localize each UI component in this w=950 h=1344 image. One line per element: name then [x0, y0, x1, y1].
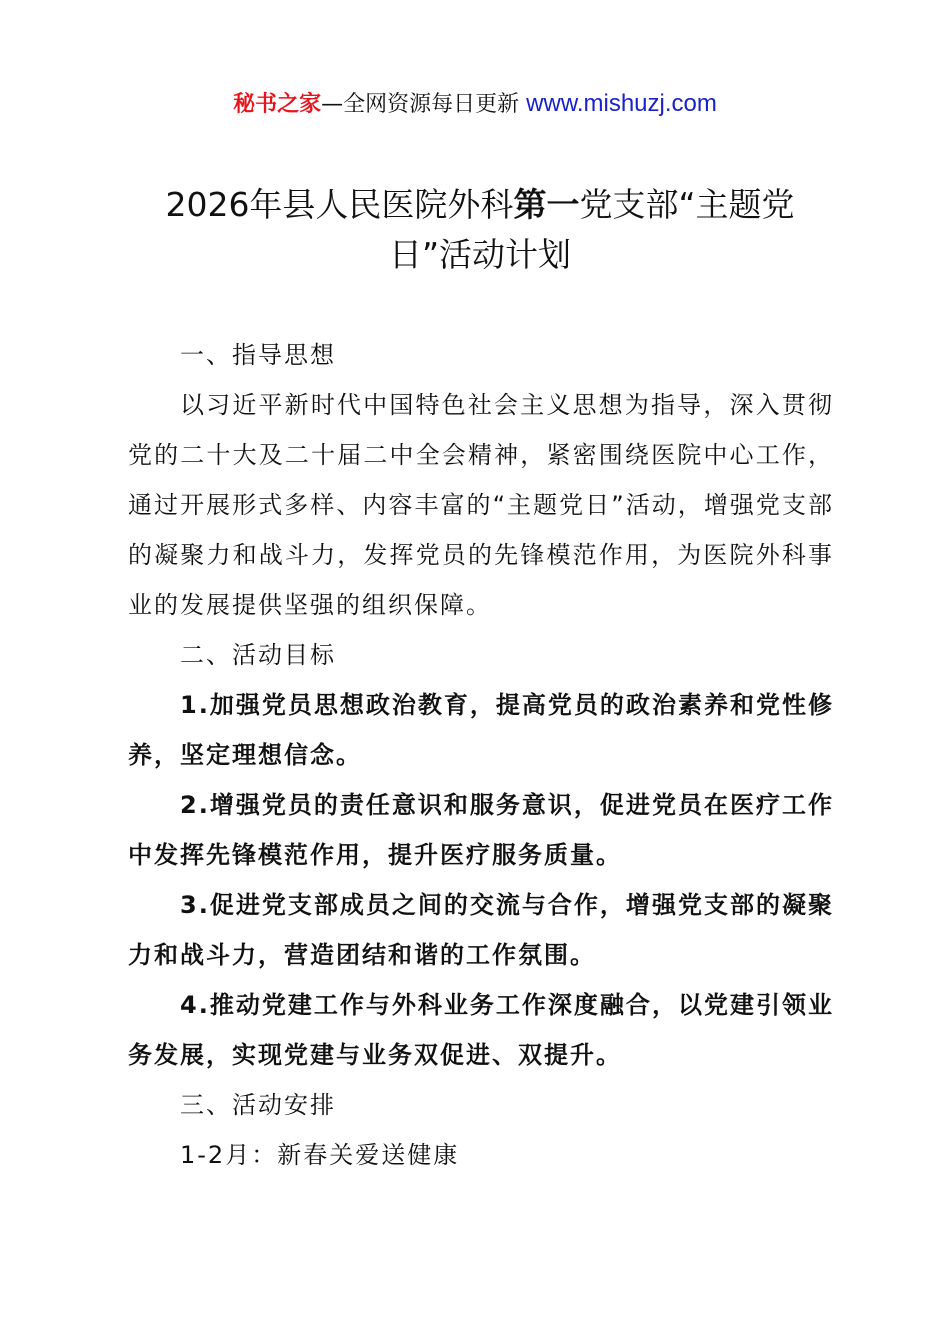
section-heading: 二、活动目标	[180, 641, 336, 669]
document-body	[128, 330, 834, 1180]
paragraph: 以习近平新时代中国特色社会主义思想为指导，深入贯彻党的二十大及二十届二中全会精神，紧密围绕医院中心工作，通过开展形式多样、内容丰富的“主题党日”活动，增强党支部的凝聚力和战斗力，发挥党员的先锋模范作用，为医院外科事业的发展提供坚强的组织保障。	[128, 391, 834, 619]
site-header	[0, 88, 950, 121]
goal-item: 1.加强党员思想政治教育，提高党员的政治素养和党性修养，坚定理想信念。	[128, 691, 834, 769]
document-title	[130, 180, 830, 280]
section-heading: 三、活动安排	[180, 1091, 336, 1119]
goal-item: 4.推动党建工作与外科业务工作深度融合，以党建引领业务发展，实现党建与业务双促进、双提升。	[128, 991, 834, 1069]
site-url-link[interactable]: www.mishuzj.com	[526, 90, 717, 117]
section-heading: 一、指导思想	[180, 341, 336, 369]
brand-name: 秘书之家	[233, 92, 322, 117]
goal-item: 3.促进党支部成员之间的交流与合作，增强党支部的凝聚力和战斗力，营造团结和谐的工作氛围。	[128, 891, 834, 969]
goal-item: 2.增强党员的责任意识和服务意识，促进党员在医疗工作中发挥先锋模范作用，提升医疗服务质量。	[128, 791, 834, 869]
schedule-item: 1-2月：新春关爱送健康	[180, 1141, 460, 1169]
tagline: —全网资源每日更新	[321, 92, 520, 117]
title-part: 党支部“主题党日”活动计划	[388, 185, 795, 274]
title-part: 2026年县人民医院外科	[165, 185, 514, 224]
title-bold-part: 第一	[513, 185, 580, 224]
